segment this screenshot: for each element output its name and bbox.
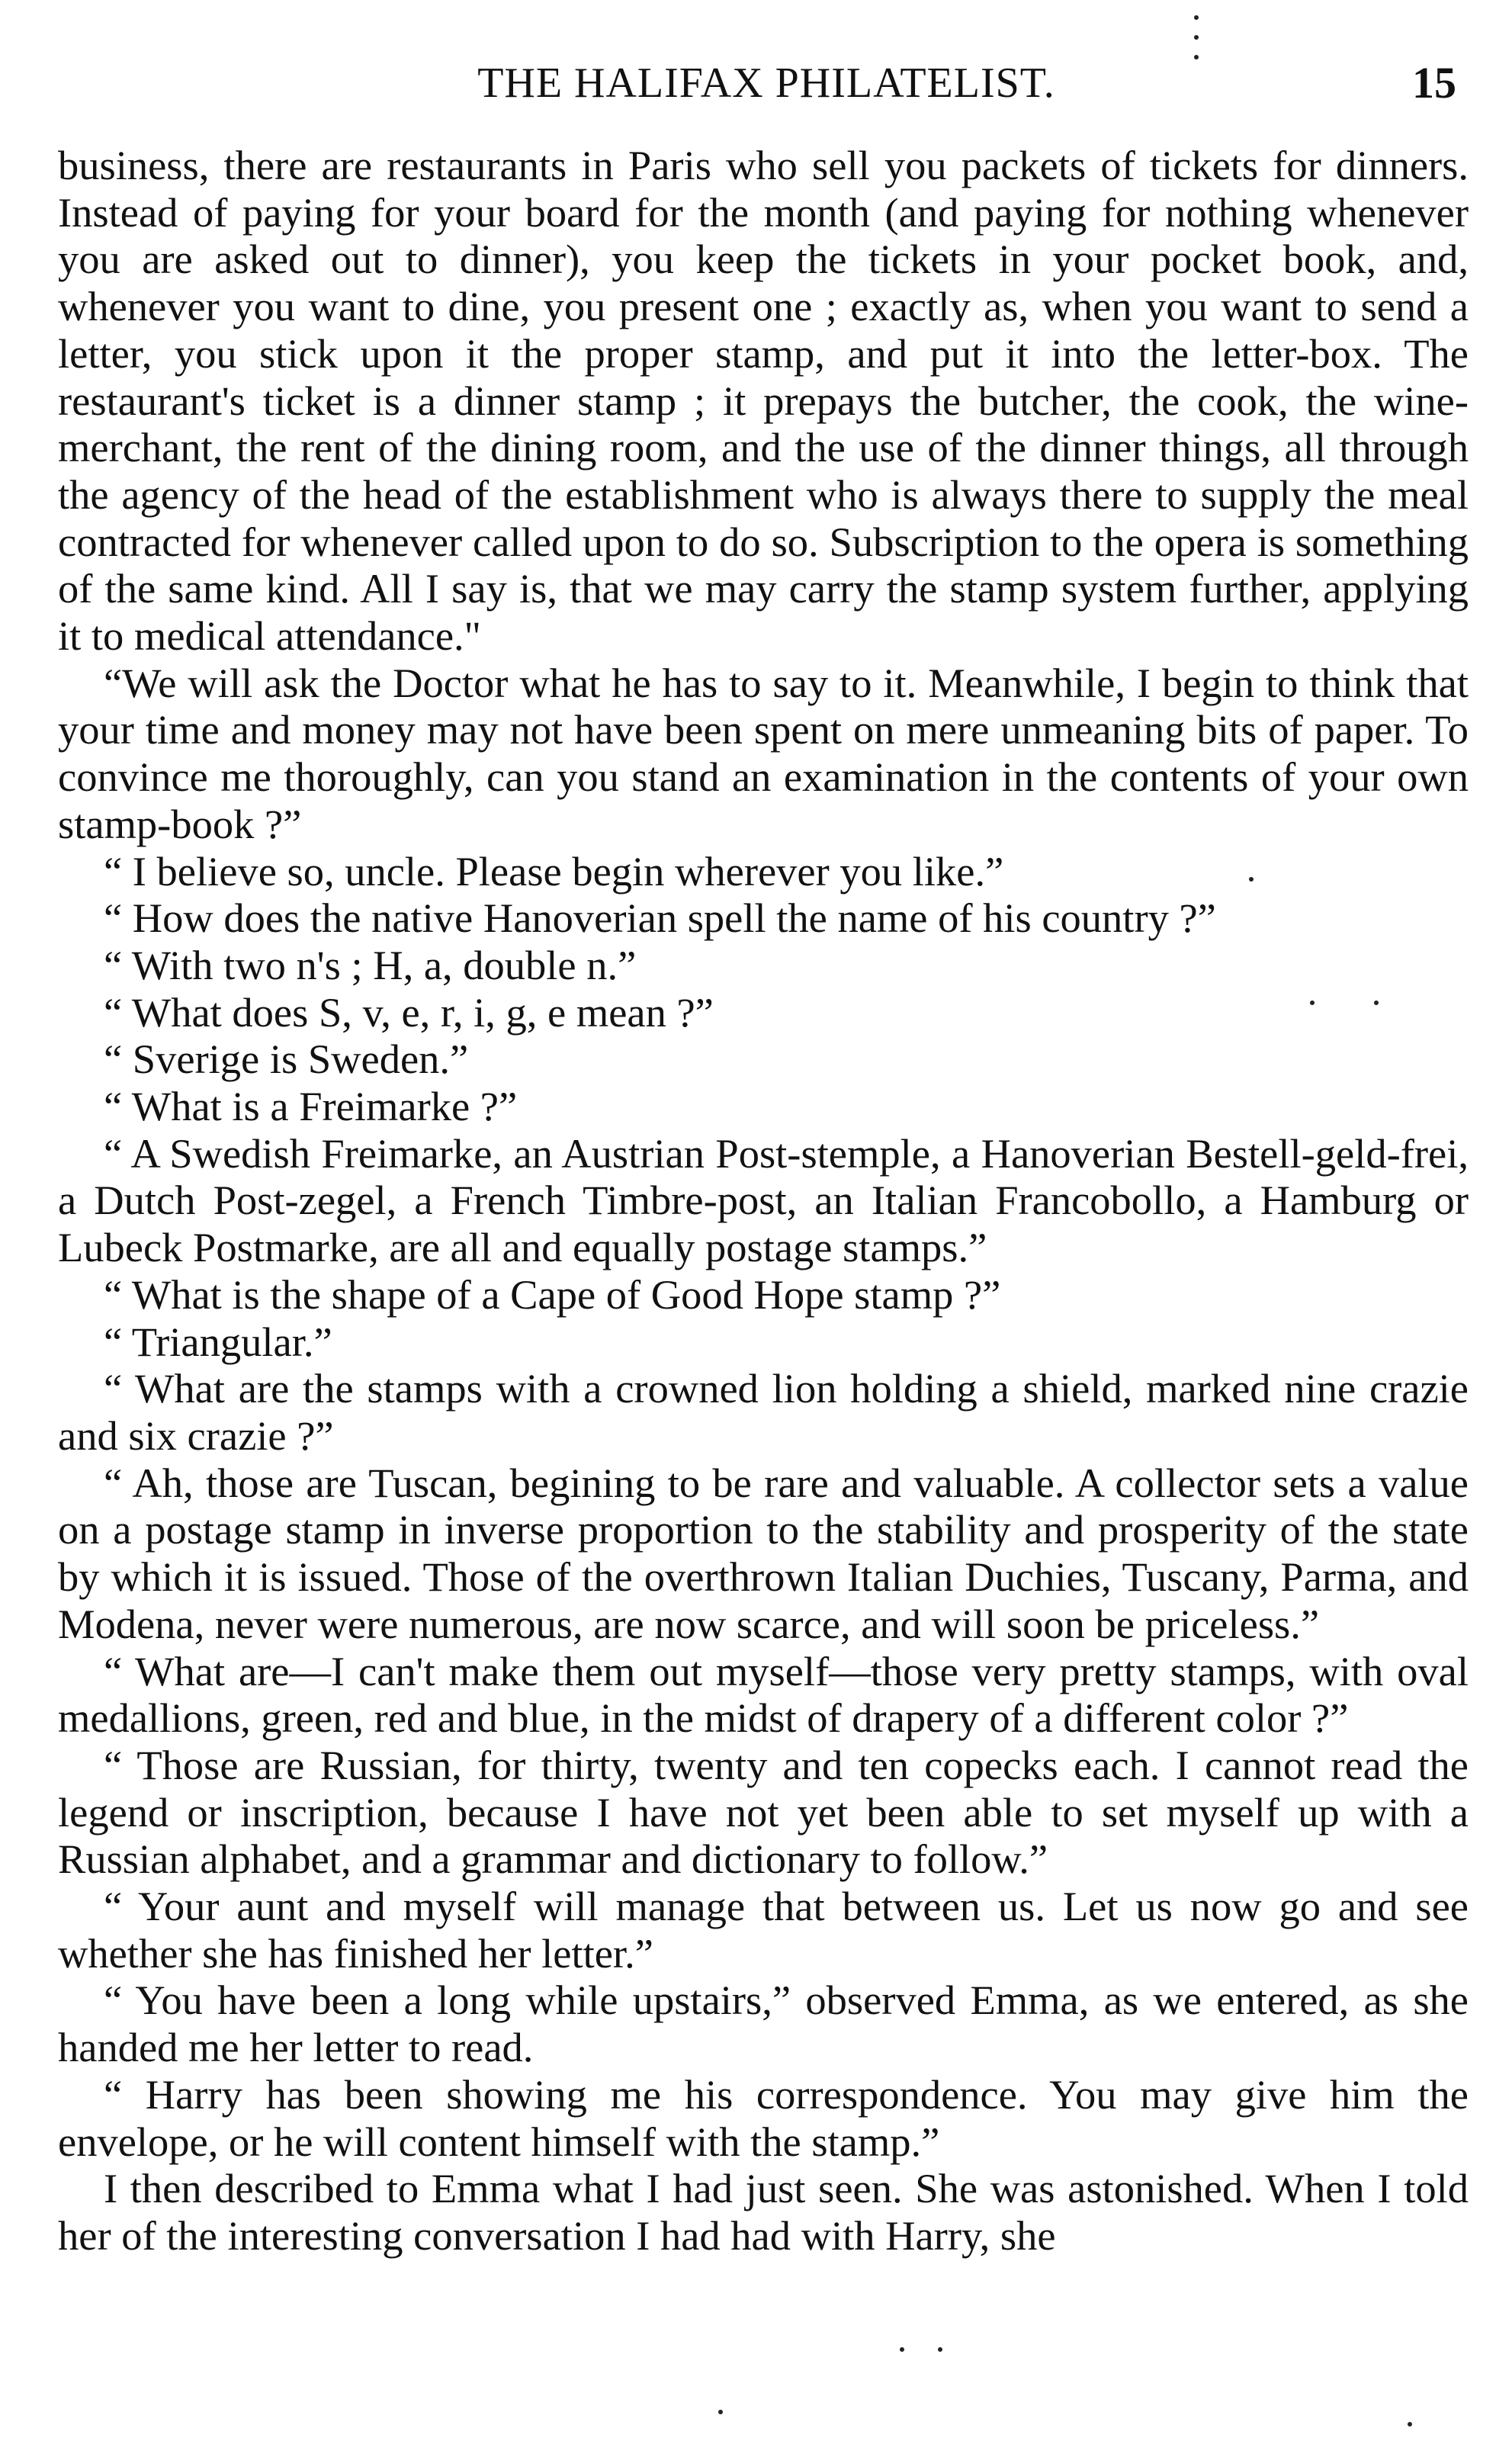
paragraph: “ How does the native Hanoverian spell the name of his country ?” [103, 894, 1216, 942]
paragraph: I then described to Emma what I had just seen. She was astonished. When I told her of the interesting conversation I had had with Harry, she [58, 2165, 1469, 2259]
page-number: 15 [1412, 58, 1456, 108]
scan-speck [1374, 1000, 1379, 1005]
paragraph: “ A Swedish Freimarke, an Austrian Post-stemple, a Hanoverian Bestell-geld-frei, a Dutch Post-zegel, a French Timbre-post, an Italian Francobollo, a Hamburg or Lubeck Postmarke, are all and equally postage stamps.” [58, 1129, 1469, 1271]
paragraph: “We will ask the Doctor what he has to say to it. Meanwhile, I begin to think that your time and money may not have been spent on mere unmeaning bits of paper. To convince me thoroughly, can you stand an examination in the contents of your own stamp-book ?” [58, 659, 1469, 847]
scan-speck [1249, 877, 1254, 882]
paragraph: “ What is a Freimarke ?” [103, 1083, 518, 1130]
paragraph: “ Your aunt and myself will manage that between us. Let us now go and see whether she has finished her letter.” [58, 1883, 1469, 1977]
paragraph: “ With two n's ; H, a, double n.” [103, 941, 637, 988]
paragraph: “ Triangular.” [103, 1318, 332, 1365]
paragraph: “ Ah, those are Tuscan, begining to be rare and valuable. A collector sets a value on a postage stamp in inverse proportion to the stability and prosperity of the state by which it is issued. Those of the overthrown Italian Duchies, Tuscany, Parma, and Modena, never were numerous, are now scarce, and will soon be priceless.” [58, 1459, 1469, 1647]
paragraph: “ What does S, v, e, r, i, g, e mean ?” [103, 988, 714, 1036]
scan-speck [1194, 55, 1199, 59]
paragraph: “ I believe so, uncle. Please begin wherever you like.” [103, 847, 1004, 894]
scan-speck [1194, 35, 1199, 40]
paragraph: “ What is the shape of a Cape of Good Hope stamp ?” [103, 1270, 1001, 1318]
scan-speck [938, 2347, 942, 2352]
body-text [58, 142, 1469, 2260]
paragraph: “ Those are Russian, for thirty, twenty and ten copecks each. I cannot read the legend or inscription, because I have not yet been able to set myself up with a Russian alphabet, and a grammar and dictionary to follow.” [58, 1741, 1469, 1883]
scan-speck [718, 2410, 723, 2414]
page-header [61, 56, 1472, 125]
scan-speck [1194, 15, 1199, 20]
running-title: THE HALIFAX PHILATELIST. [477, 59, 1055, 107]
paragraph: “ What are—I can't make them out myself—those very pretty stamps, with oval medallions, green, red and blue, in the midst of drapery of a different color ?” [58, 1647, 1469, 1742]
paragraph: “ You have been a long while upstairs,” observed Emma, as we entered, as she handed me her letter to read. [58, 1977, 1469, 2071]
paragraph: “ Sverige is Sweden.” [103, 1036, 469, 1083]
paragraph: “ What are the stamps with a crowned lion holding a shield, marked nine crazie and six crazie ?” [58, 1365, 1469, 1459]
paragraph: “ Harry has been showing me his correspondence. You may give him the envelope, or he will content himself with the stamp.” [58, 2070, 1469, 2165]
paragraph: business, there are restaurants in Paris who sell you packets of tickets for dinners. Instead of paying for your board for the month (and paying for nothing whenever you are asked out to dinner), you keep the tickets in your pocket book, and, whenever you want to dine, you present one ; exactly as, when you want to send a letter, you stick upon it the proper stamp, and put it into the letter-box. The restaurant's ticket is a dinner stamp ; it prepays the butcher, the cook, the wine-merchant, the rent of the dining room, and the use of the dinner things, all through the agency of the head of the establishment who is always there to supply the meal contracted for whenever called upon to do so. Subscription to the opera is something of the same kind. All I say is, that we may carry the stamp system further, applying it to medical attendance." [58, 142, 1469, 660]
scan-speck [900, 2347, 904, 2352]
scan-speck [1408, 2422, 1412, 2427]
scan-speck [1310, 1000, 1315, 1005]
